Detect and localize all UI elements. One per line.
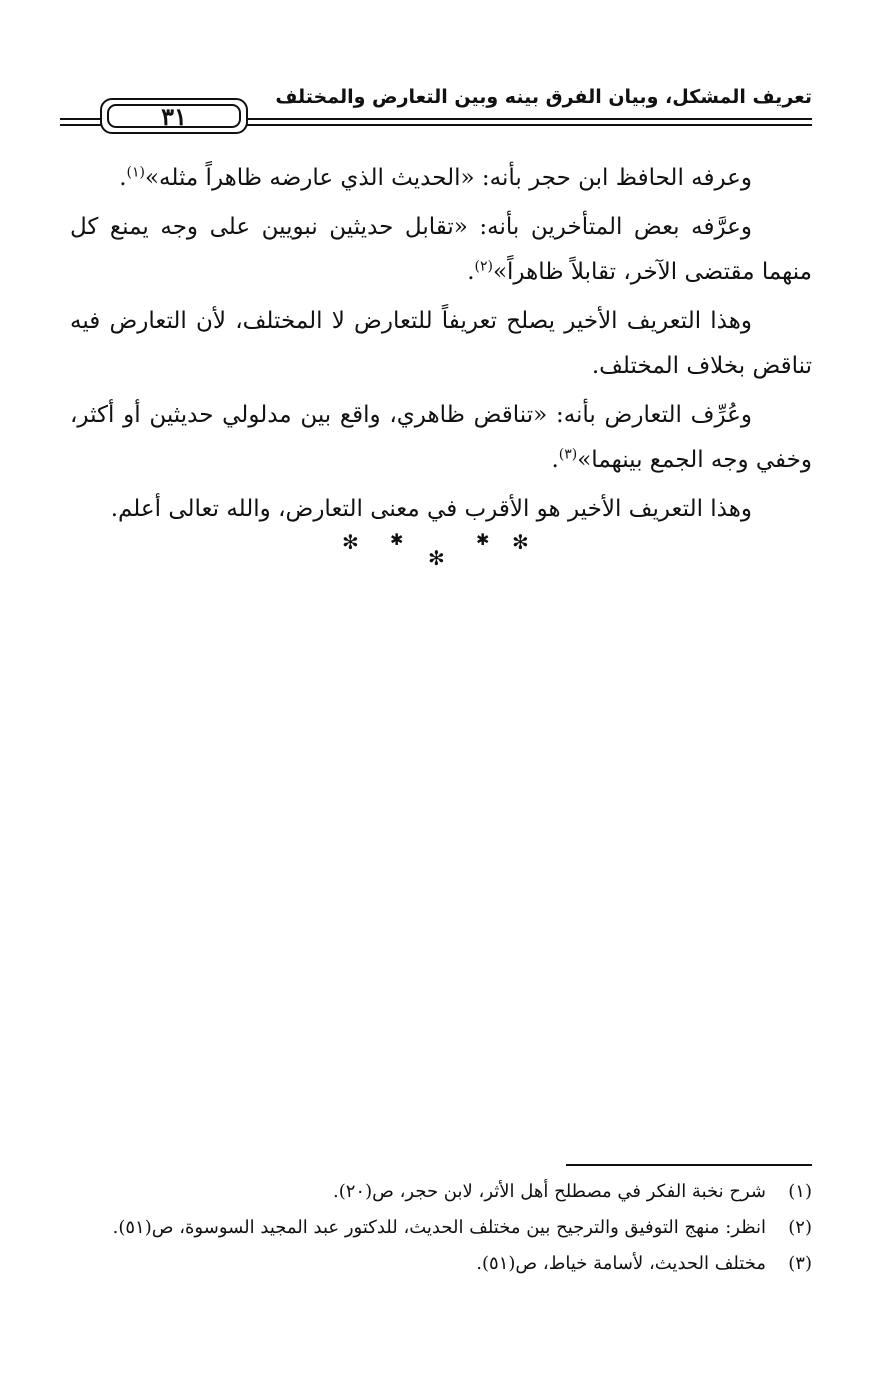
- page-number: ٣١: [107, 104, 241, 128]
- footnote-ref: (٣): [558, 446, 578, 463]
- paragraph: [70, 393, 812, 483]
- footnote-text: شرح نخبة الفكر في مصطلح أهل الأثر، لابن حجر، ص(٢٠).: [333, 1181, 766, 1202]
- running-title: تعريف المشكل، وبيان الفرق بينه وبين التعارض والمختلف: [269, 86, 812, 108]
- paragraph-text: وعُرِّف التعارض بأنه: «تناقض ظاهري، واقع بين مدلولي حديثين أو أكثر، وخفي وجه الجمع بينهما»: [70, 402, 812, 473]
- footnote: [70, 1212, 812, 1244]
- footnote-ref: (١): [126, 164, 145, 181]
- footnote-number: (٢): [788, 1217, 812, 1238]
- asterisk-ornament-icon: ✻: [342, 530, 359, 554]
- paragraph: [70, 487, 812, 532]
- paragraph-text: وهذا التعريف الأخير هو الأقرب في معنى التعارض، والله تعالى أعلم.: [110, 496, 752, 522]
- paragraph-end: .: [551, 447, 559, 473]
- footnote-separator: [566, 1164, 812, 1166]
- asterisk-ornament-icon: ✻: [428, 546, 445, 570]
- asterisk-ornament-icon: ✻: [512, 530, 529, 554]
- footnote-text: انظر: منهج التوفيق والترجيح بين مختلف الحديث، للدكتور عبد المجيد السوسوة، ص(٥١).: [112, 1217, 766, 1238]
- section-end-ornament: [320, 528, 560, 578]
- paragraph-text: وعرَّفه بعض المتأخرين بأنه: «تقابل حديثين نبويين على وجه يمنع كل منهما مقتضى الآخر، تقابلاً ظاهراً»: [70, 214, 812, 285]
- footnote: [70, 1248, 812, 1280]
- footnote-text: مختلف الحديث، لأسامة خياط، ص(٥١).: [476, 1253, 766, 1274]
- paragraph: [70, 299, 812, 389]
- paragraph-text: وعرفه الحافظ ابن حجر بأنه: «الحديث الذي عارضه ظاهراً مثله»: [144, 165, 752, 191]
- paragraph-end: .: [467, 259, 475, 285]
- footnotes: [70, 1176, 812, 1284]
- page-header: [60, 84, 812, 132]
- footnote-ref: (٢): [474, 258, 493, 275]
- paragraph: [70, 205, 812, 295]
- main-text: [70, 156, 812, 536]
- footnote-number: (١): [788, 1181, 812, 1202]
- footnote-number: (٣): [788, 1253, 812, 1274]
- asterisk-ornament-icon: ✱: [390, 530, 404, 549]
- paragraph: [70, 156, 812, 201]
- page-number-frame: [100, 98, 248, 134]
- paragraph-text: وهذا التعريف الأخير يصلح تعريفاً للتعارض لا المختلف، لأن التعارض فيه تناقض بخلاف المختلف.: [70, 308, 812, 379]
- asterisk-ornament-icon: ✱: [476, 530, 490, 549]
- paragraph-end: .: [119, 165, 127, 191]
- footnote: [70, 1176, 812, 1208]
